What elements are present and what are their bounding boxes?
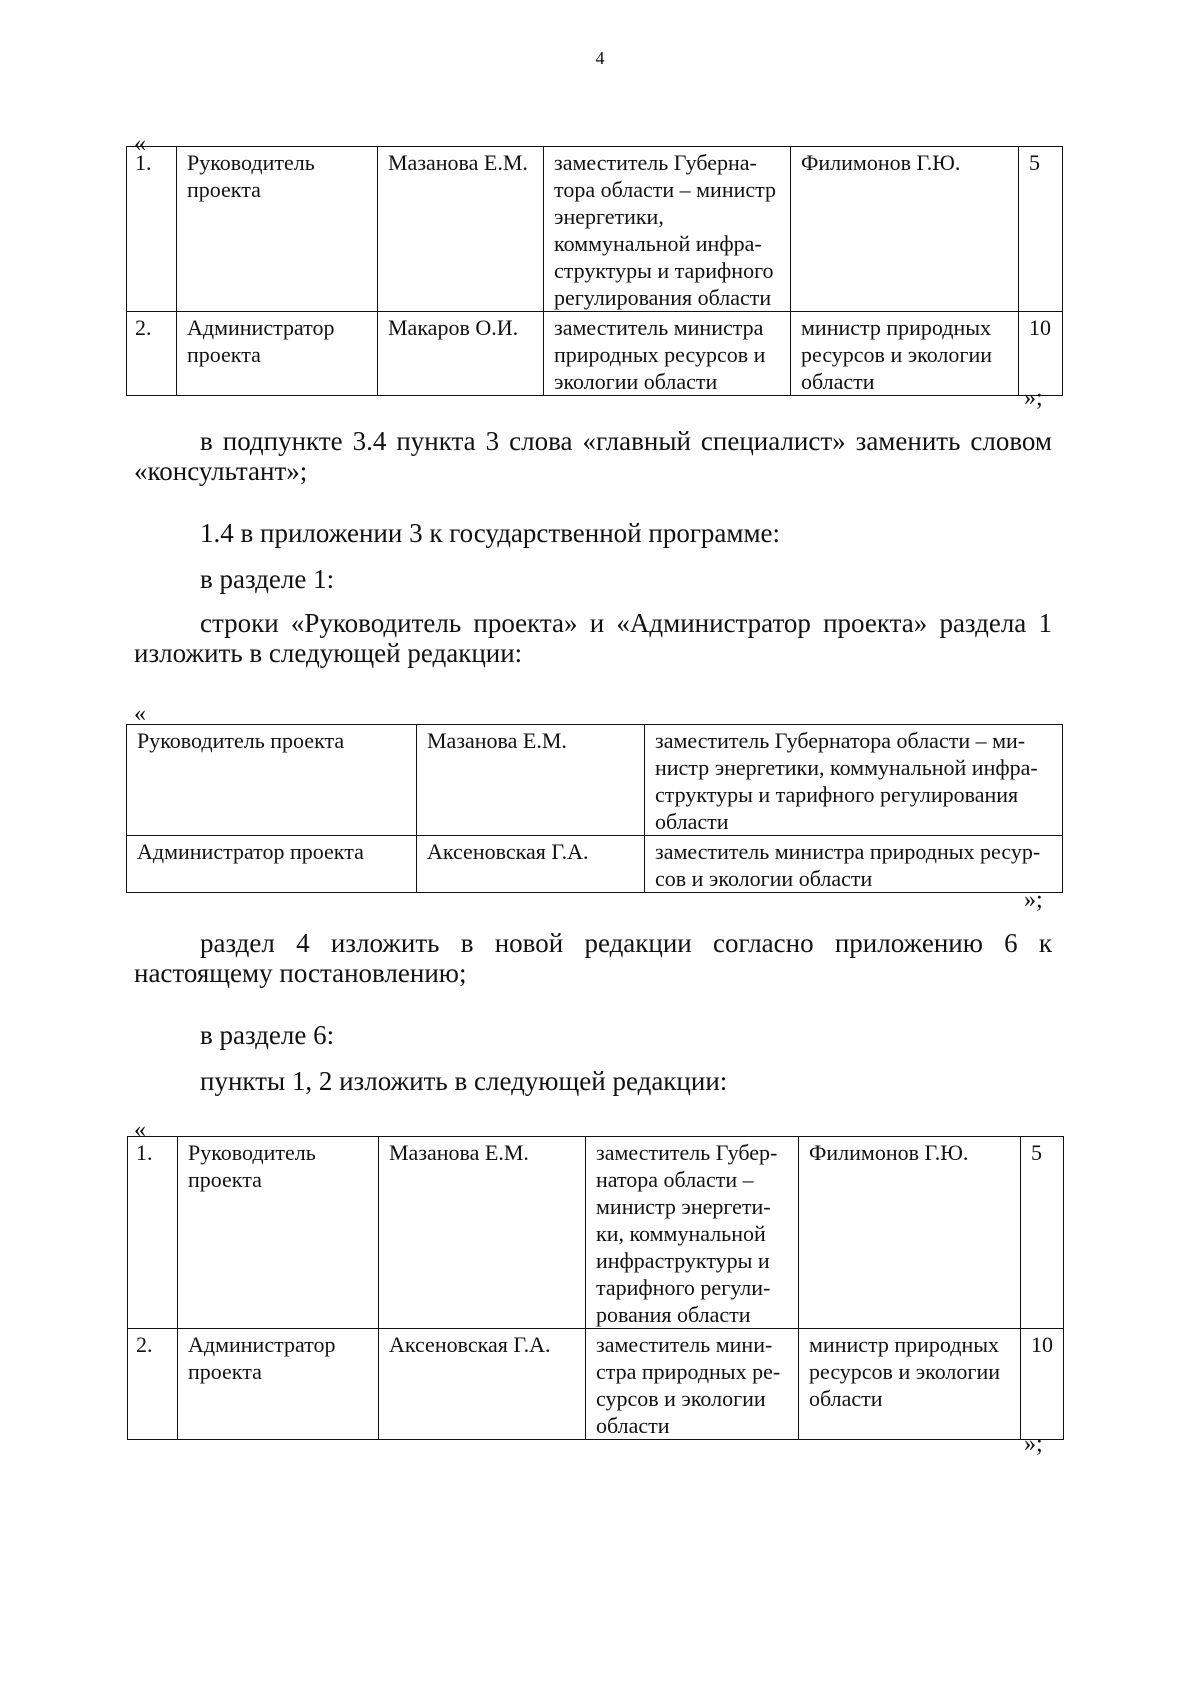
table-row: [128, 1329, 1064, 1440]
role-cell: Руководитель проекта: [178, 1137, 379, 1329]
position-cell: заместитель Губернатора области – министр энергетики, коммунальной инфраструктуры и тарифного регулирования области: [645, 725, 1063, 836]
supervisor-cell: Филимонов Г.Ю.: [791, 147, 1019, 312]
supervisor-cell: Филимонов Г.Ю.: [799, 1137, 1021, 1329]
close-quote: »;: [1024, 887, 1043, 913]
row-number: 2.: [128, 1329, 178, 1440]
share-cell: 5: [1019, 147, 1063, 312]
table-row: [127, 836, 1063, 893]
name-cell: Аксеновская Г.А.: [379, 1329, 586, 1440]
table-project-team-1: [126, 146, 1063, 396]
table-row: [127, 312, 1063, 396]
table-project-team-3: [127, 1136, 1064, 1440]
page-number: 4: [595, 48, 605, 68]
row-number: 2.: [127, 312, 177, 396]
supervisor-cell: министр природных ресурсов и экологии области: [799, 1329, 1021, 1440]
paragraph-3-4-replacement: в подпункте 3.4 пункта 3 слова «главный специалист» заменить словом «консультант»;: [134, 426, 1052, 486]
position-cell: заместитель министра природных ресурсов и экологии области: [544, 312, 791, 396]
name-cell: Макаров О.И.: [378, 312, 544, 396]
open-quote: «: [134, 1117, 146, 1143]
paragraph-appendix-3: 1.4 в приложении 3 к государственной программе:: [200, 518, 781, 548]
paragraph-section-4: раздел 4 изложить в новой редакции согласно приложению 6 к настоящему постановлению;: [134, 928, 1052, 988]
table-project-team-2: [126, 724, 1063, 893]
role-cell: Администратор проекта: [178, 1329, 379, 1440]
supervisor-cell: министр природных ресурсов и экологии области: [791, 312, 1019, 396]
table-row: [128, 1137, 1064, 1329]
table-row: [127, 725, 1063, 836]
open-quote: «: [134, 131, 146, 157]
role-cell: Руководитель проекта: [127, 725, 417, 836]
position-cell: заместитель министра природных ресурсов и экологии области: [645, 836, 1063, 893]
name-cell: Мазанова Е.М.: [379, 1137, 586, 1329]
role-cell: Администратор проекта: [177, 312, 378, 396]
role-cell: Руководитель проекта: [177, 147, 378, 312]
name-cell: Мазанова Е.М.: [378, 147, 544, 312]
paragraph-rows-edit: строки «Руководитель проекта» и «Администратор проекта» раздела 1 изложить в следующей редакции:: [134, 608, 1052, 668]
paragraph-section-6: в разделе 6:: [200, 1020, 335, 1050]
paragraph-items-edit: пункты 1, 2 изложить в следующей редакции:: [200, 1066, 728, 1096]
paragraph-section-1: в разделе 1:: [200, 564, 335, 594]
table-row: [127, 147, 1063, 312]
name-cell: Аксеновская Г.А.: [417, 836, 645, 893]
open-quote: «: [134, 701, 146, 727]
position-cell: заместитель Губернатора области – министр энергетики, коммунальной инфраструктуры и тарифного регулирования области: [586, 1137, 799, 1329]
role-cell: Администратор проекта: [127, 836, 417, 893]
close-quote: »;: [1024, 1431, 1043, 1457]
close-quote: »;: [1024, 385, 1043, 411]
position-cell: заместитель министра природных ресурсов и экологии области: [586, 1329, 799, 1440]
share-cell: 10: [1021, 1329, 1064, 1440]
row-number: 1.: [128, 1137, 178, 1329]
row-number: 1.: [127, 147, 177, 312]
share-cell: 5: [1021, 1137, 1064, 1329]
share-cell: 10: [1019, 312, 1063, 396]
name-cell: Мазанова Е.М.: [417, 725, 645, 836]
position-cell: заместитель Губернатора области – министр энергетики, коммунальной инфраструктуры и тарифного регулирования области: [544, 147, 791, 312]
